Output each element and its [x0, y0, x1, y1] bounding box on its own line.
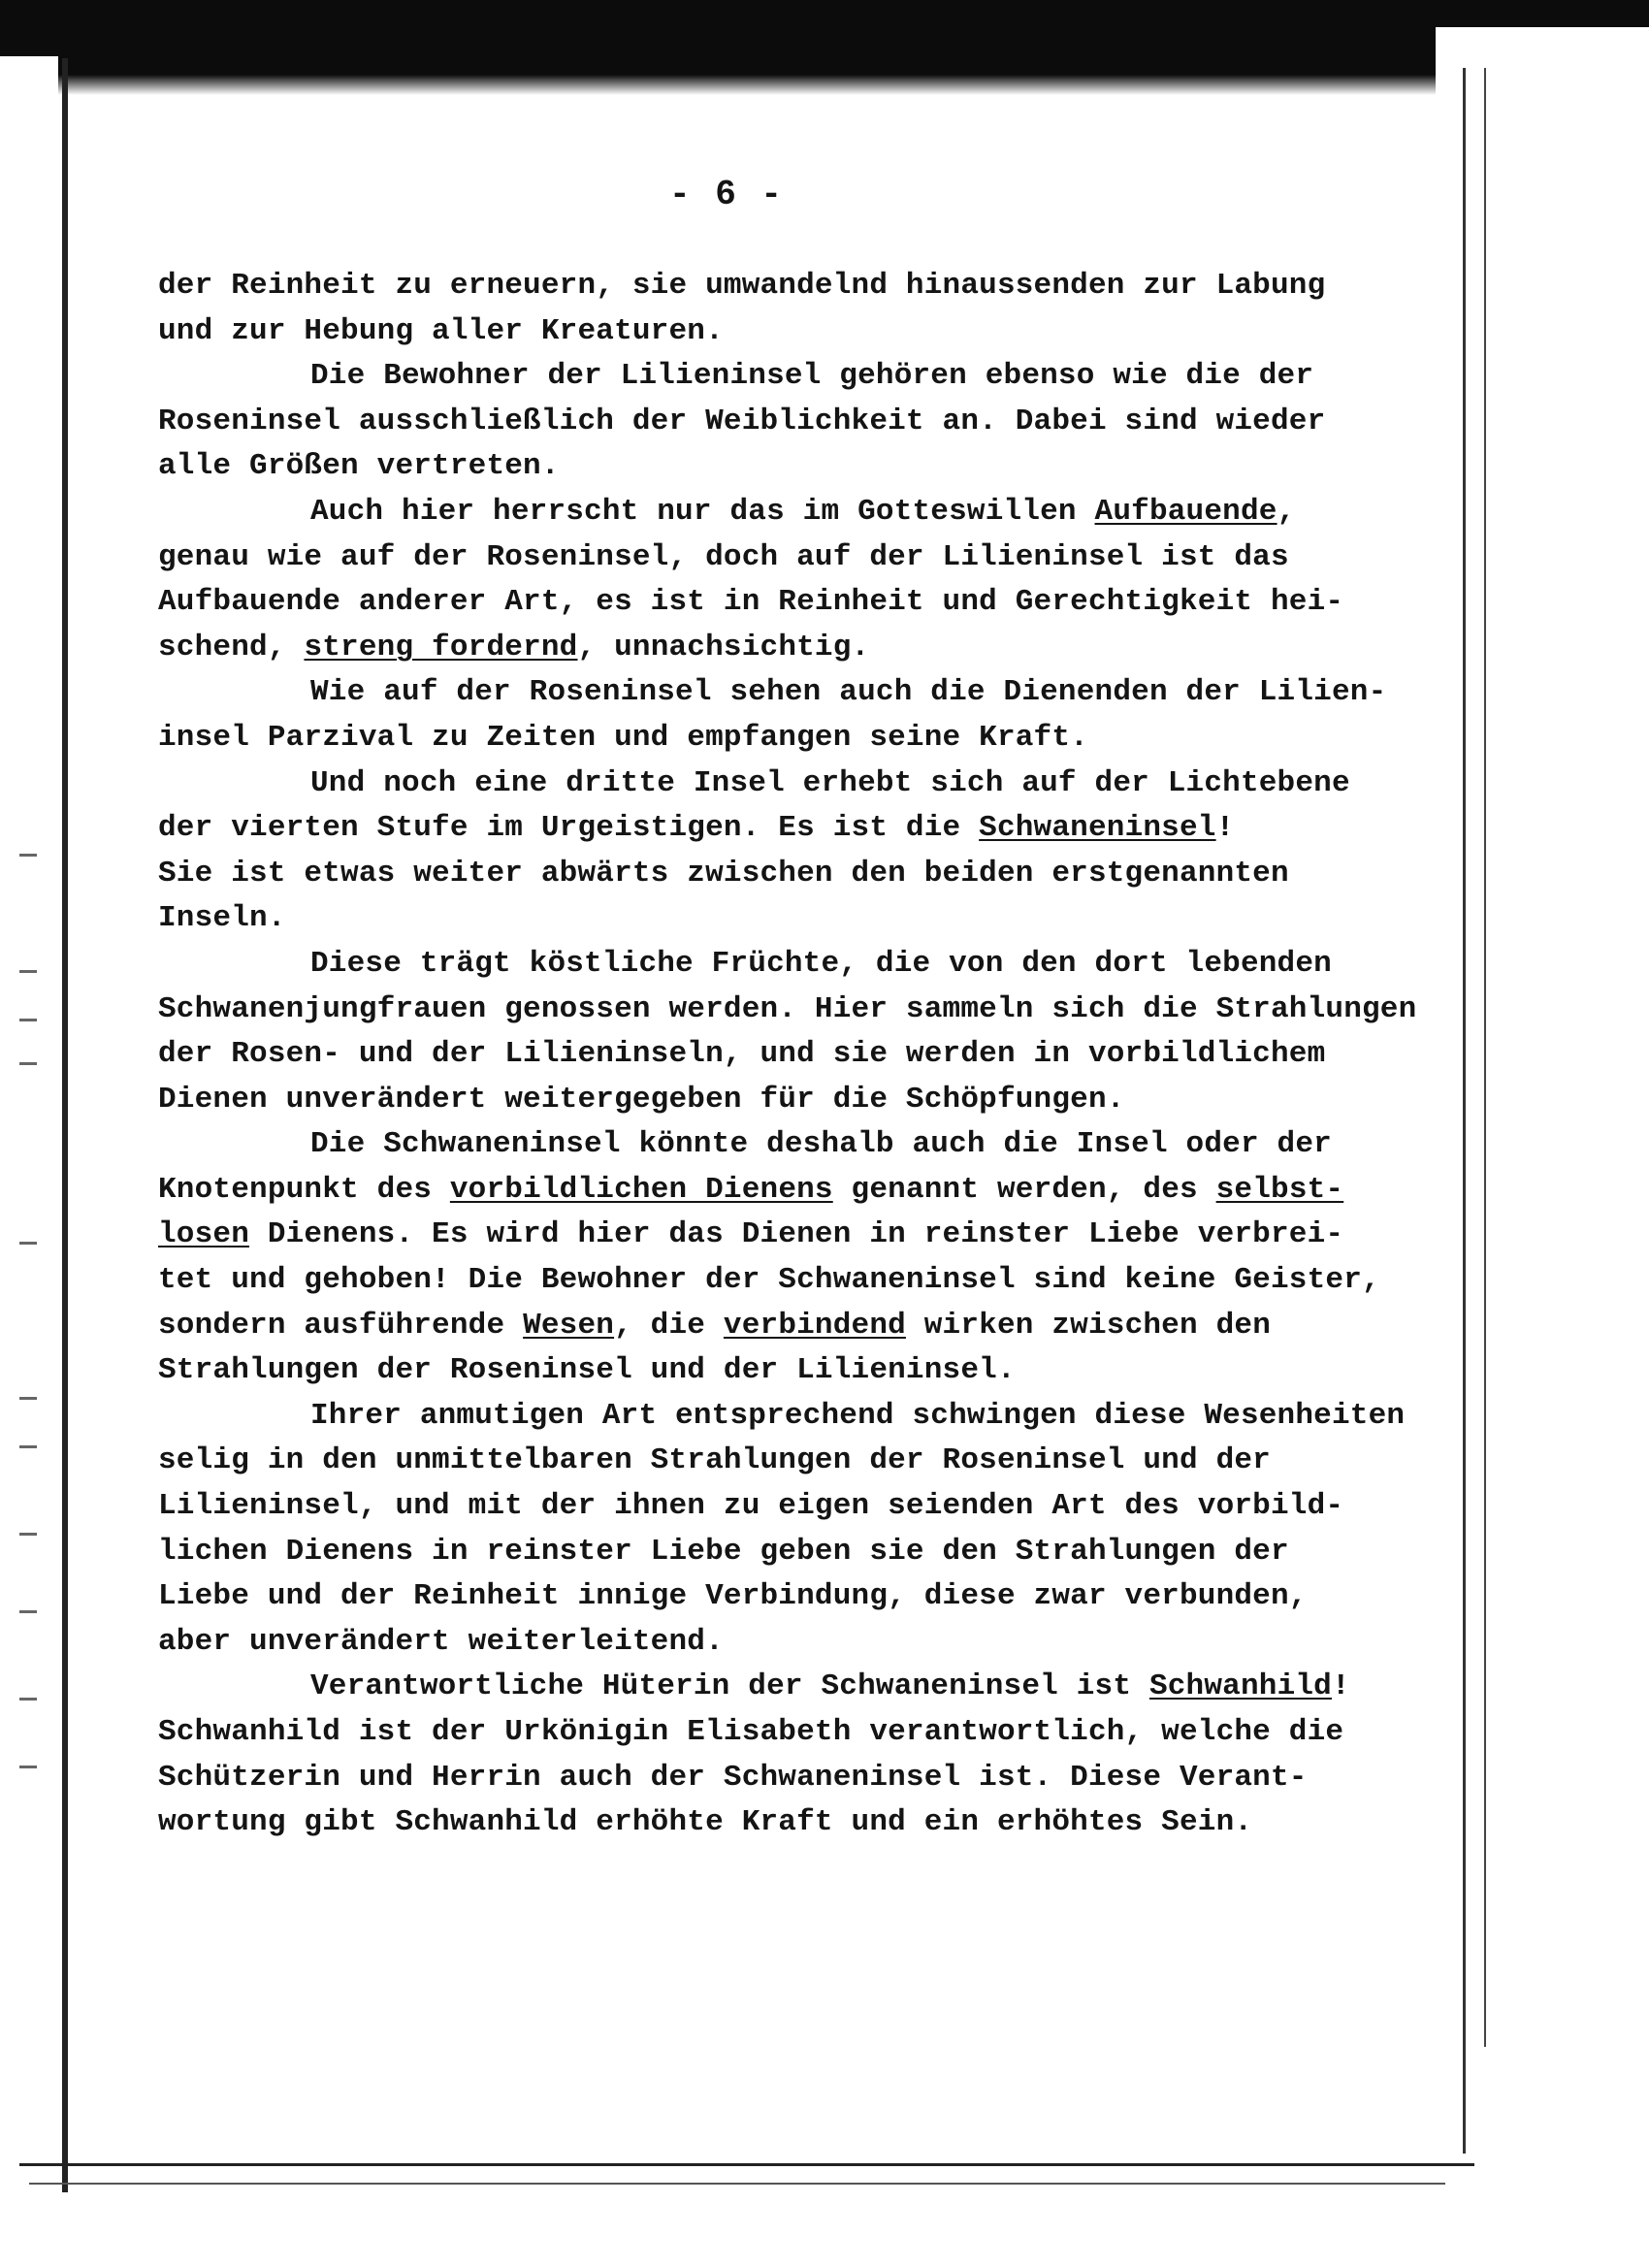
- underlined-term: Aufbauende: [1094, 494, 1277, 529]
- text-segment: Sie ist etwas weiter abwärts zwischen den beiden erstgenannten: [158, 856, 1289, 891]
- text-segment: Dienens. Es wird hier das Dienen in reinster Liebe verbrei-: [249, 1217, 1344, 1252]
- text-line: [158, 490, 1463, 535]
- underlined-term: Schwaneninsel: [979, 811, 1216, 846]
- text-segment: Knotenpunkt des: [158, 1172, 450, 1207]
- text-segment: Diese trägt köstliche Früchte, die von den dort lebenden: [310, 946, 1332, 981]
- text-segment: genau wie auf der Roseninsel, doch auf der Lilieninsel ist das: [158, 539, 1289, 574]
- text-segment: der Rosen- und der Lilieninseln, und sie werden in vorbildlichem: [158, 1037, 1326, 1072]
- text-line: [158, 1665, 1463, 1710]
- text-segment: wortung gibt Schwanhild erhöhte Kraft und ein erhöhtes Sein.: [158, 1805, 1253, 1840]
- text-segment: , die: [614, 1308, 724, 1343]
- text-segment: Strahlungen der Roseninsel und der Lilieninsel.: [158, 1353, 1016, 1388]
- text-segment: selig in den unmittelbaren Strahlungen der Roseninsel und der: [158, 1443, 1271, 1478]
- text-line: [158, 1122, 1463, 1168]
- text-line: [158, 716, 1463, 761]
- text-line: [158, 761, 1463, 807]
- text-segment: sondern ausführende: [158, 1308, 524, 1343]
- text-segment: Schwanhild ist der Urkönigin Elisabeth verantwortlich, welche die: [158, 1715, 1344, 1749]
- text-segment: Liebe und der Reinheit innige Verbindung, diese zwar verbunden,: [158, 1579, 1308, 1614]
- text-line: [158, 896, 1463, 942]
- text-line: [158, 444, 1463, 490]
- underlined-term: Wesen: [523, 1308, 615, 1343]
- text-segment: tet und gehoben! Die Bewohner der Schwaneninsel sind keine Geister,: [158, 1263, 1380, 1298]
- text-line: [158, 942, 1463, 988]
- text-segment: genannt werden, des: [832, 1172, 1216, 1207]
- text-segment: !: [1331, 1669, 1350, 1704]
- text-line: [158, 1484, 1463, 1530]
- text-line: [158, 1348, 1463, 1394]
- text-line: [158, 264, 1463, 309]
- text-line: [158, 1574, 1463, 1620]
- text-line: [158, 806, 1463, 852]
- text-segment: Verantwortliche Hüterin der Schwaneninsel ist: [310, 1669, 1149, 1704]
- text-segment: Aufbauende anderer Art, es ist in Reinheit und Gerechtigkeit hei-: [158, 585, 1344, 620]
- text-line: [158, 1213, 1463, 1258]
- text-segment: wirken zwischen den: [905, 1308, 1271, 1343]
- text-line: [158, 1530, 1463, 1575]
- text-segment: ,: [1277, 494, 1296, 529]
- text-segment: und zur Hebung aller Kreaturen.: [158, 313, 724, 348]
- text-segment: lichen Dienens in reinster Liebe geben sie den Strahlungen der: [158, 1534, 1289, 1569]
- text-segment: Inseln.: [158, 901, 286, 936]
- text-line: [158, 1710, 1463, 1756]
- text-segment: Und noch eine dritte Insel erhebt sich auf der Lichtebene: [310, 765, 1350, 800]
- text-segment: insel Parzival zu Zeiten und empfangen seine Kraft.: [158, 720, 1088, 755]
- text-segment: , unnachsichtig.: [577, 630, 870, 664]
- underlined-term: losen: [158, 1217, 250, 1252]
- scan-top-band: [58, 27, 1436, 95]
- text-line: [158, 354, 1463, 400]
- page-number: - 6 -: [669, 175, 785, 214]
- text-line: [158, 1620, 1463, 1666]
- text-segment: Schützerin und Herrin auch der Schwaneninsel ist. Diese Verant-: [158, 1760, 1308, 1795]
- text-segment: Ihrer anmutigen Art entsprechend schwingen diese Wesenheiten: [310, 1398, 1406, 1433]
- scan-bottom-edge: [19, 2163, 1474, 2166]
- document-body: [158, 264, 1463, 1846]
- text-segment: alle Größen vertreten.: [158, 449, 560, 484]
- text-line: [158, 580, 1463, 626]
- text-line: [158, 1168, 1463, 1214]
- underlined-term: streng fordernd: [304, 630, 578, 664]
- text-segment: der Reinheit zu erneuern, sie umwandelnd hinaussenden zur Labung: [158, 269, 1326, 303]
- underlined-term: verbindend: [723, 1308, 906, 1343]
- text-line: [158, 1304, 1463, 1349]
- text-segment: schend,: [158, 630, 305, 664]
- text-line: [158, 535, 1463, 581]
- text-segment: Roseninsel ausschließlich der Weiblichkeit an. Dabei sind wieder: [158, 404, 1326, 438]
- underlined-term: Schwanhild: [1148, 1669, 1332, 1704]
- text-line: [158, 852, 1463, 897]
- text-line: [158, 626, 1463, 671]
- text-segment: Auch hier herrscht nur das im Gotteswillen: [310, 494, 1095, 529]
- text-line: [158, 1078, 1463, 1123]
- text-line: [158, 1394, 1463, 1440]
- underlined-term: selbst-: [1215, 1172, 1344, 1207]
- text-segment: Dienen unverändert weitergegeben für die Schöpfungen.: [158, 1082, 1125, 1117]
- text-segment: Lilieninsel, und mit der ihnen zu eigen seienden Art des vorbild-: [158, 1489, 1344, 1524]
- text-segment: Die Schwaneninsel könnte deshalb auch die Insel oder der: [310, 1127, 1332, 1162]
- text-segment: Schwanenjungfrauen genossen werden. Hier sammeln sich die Strahlungen: [158, 991, 1417, 1026]
- text-line: [158, 1756, 1463, 1801]
- scan-right-edge: [1463, 68, 1466, 2154]
- text-line: [158, 1032, 1463, 1078]
- text-line: [158, 988, 1463, 1033]
- scan-right-edge-secondary: [1484, 68, 1486, 2047]
- scan-left-edge: [62, 58, 68, 2192]
- scan-bottom-edge-secondary: [29, 2183, 1445, 2185]
- scan-top-border: [0, 0, 1649, 27]
- text-segment: aber unverändert weiterleitend.: [158, 1624, 724, 1659]
- scan-margin-specks: [0, 854, 58, 1824]
- text-segment: Wie auf der Roseninsel sehen auch die Dienenden der Lilien-: [310, 675, 1387, 710]
- text-line: [158, 309, 1463, 355]
- text-line: [158, 400, 1463, 445]
- text-segment: der vierten Stufe im Urgeistigen. Es ist die: [158, 811, 980, 846]
- text-segment: !: [1215, 811, 1235, 846]
- text-line: [158, 670, 1463, 716]
- underlined-term: vorbildlichen Dienens: [449, 1172, 833, 1207]
- text-segment: Die Bewohner der Lilieninsel gehören ebenso wie die der: [310, 359, 1314, 394]
- text-line: [158, 1800, 1463, 1846]
- text-line: [158, 1258, 1463, 1304]
- text-line: [158, 1439, 1463, 1484]
